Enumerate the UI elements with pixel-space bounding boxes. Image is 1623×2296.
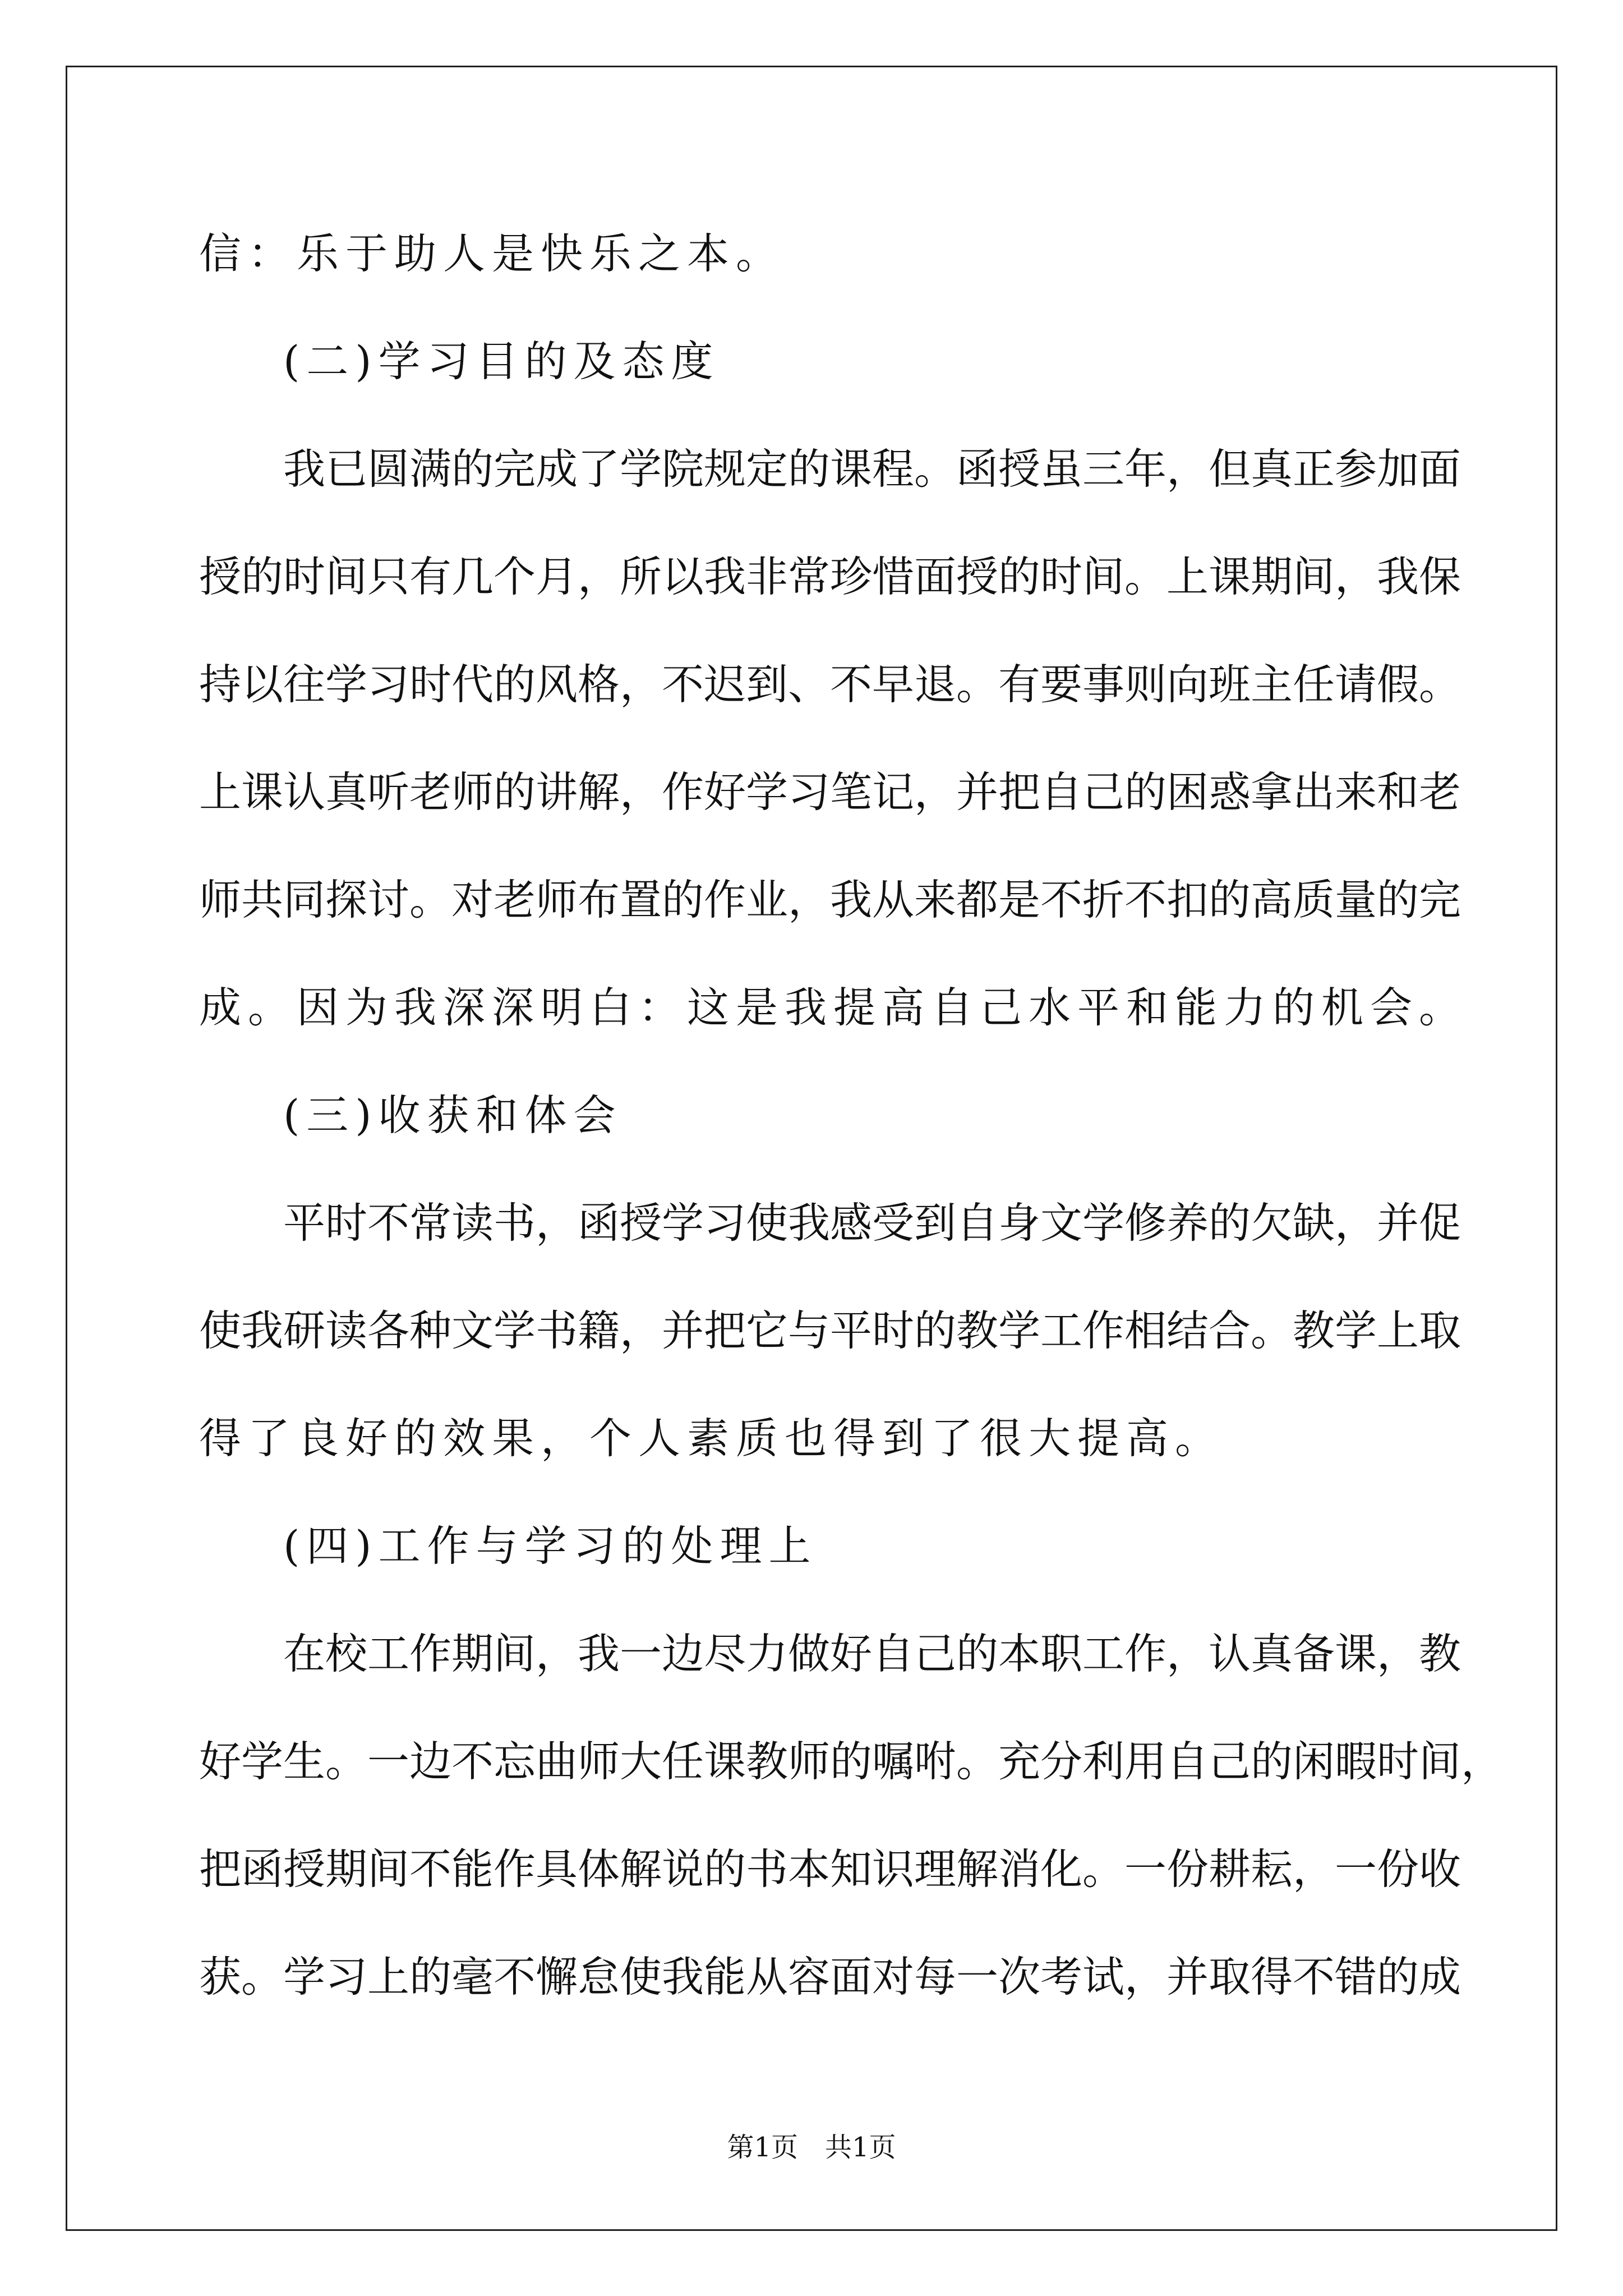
text-line: 师共同探讨。对老师布置的作业，我从来都是不折不扣的高质量的完 bbox=[199, 875, 1461, 924]
text-line: 成。因为我深深明白：这是我提高自己水平和能力的机会。 bbox=[199, 983, 1468, 1032]
text-line: 把函授期间不能作具体解说的书本知识理解消化。一份耕耘，一份收 bbox=[199, 1844, 1461, 1894]
text-line: 上课认真听老师的讲解，作好学习笔记，并把自己的困惑拿出来和老 bbox=[199, 767, 1461, 817]
section-heading: (三)收获和体会 bbox=[283, 1091, 623, 1140]
page-number-footer: 第1页 共1页 bbox=[727, 2132, 896, 2163]
text-line: 使我研读各种文学书籍，并把它与平时的教学工作相结合。教学上取 bbox=[199, 1306, 1461, 1355]
text-line: 平时不常读书，函授学习使我感受到自身文学修养的欠缺，并促 bbox=[283, 1198, 1461, 1248]
text-line: 信：乐于助人是快乐之本。 bbox=[199, 229, 785, 278]
text-line: 在校工作期间，我一边尽力做好自己的本职工作，认真备课，教 bbox=[283, 1629, 1461, 1678]
text-line: 获。学习上的毫不懈怠使我能从容面对每一次考试，并取得不错的成 bbox=[199, 1952, 1461, 2001]
text-line: 我已圆满的完成了学院规定的课程。函授虽三年，但真正参加面 bbox=[283, 444, 1461, 494]
text-line: 好学生。一边不忘曲师大任课教师的嘱咐。充分利用自己的闲暇时间， bbox=[199, 1737, 1504, 1786]
section-heading: (二)学习目的及态度 bbox=[283, 337, 720, 386]
text-line: 持以往学习时代的风格，不迟到、不早退。有要事则向班主任请假。 bbox=[199, 660, 1461, 709]
section-heading: (四)工作与学习的处理上 bbox=[283, 1521, 818, 1571]
text-line: 得了良好的效果，个人素质也得到了很大提高。 bbox=[199, 1414, 1224, 1463]
text-line: 授的时间只有几个月，所以我非常珍惜面授的时间。上课期间，我保 bbox=[199, 552, 1461, 601]
